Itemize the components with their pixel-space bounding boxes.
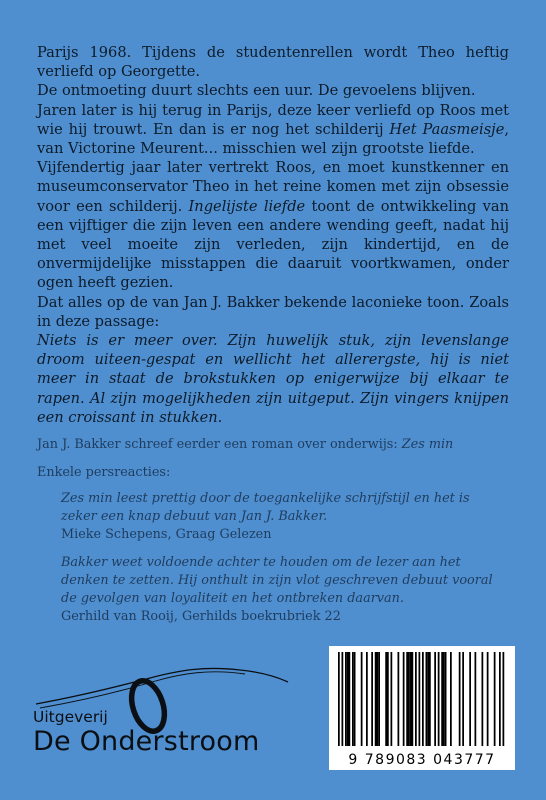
barcode-bar (354, 652, 356, 746)
barcode-bar (429, 652, 431, 746)
isbn-barcode (329, 646, 515, 770)
barcode-bar (371, 652, 373, 746)
isbn-digits: 9 789083 043777 (348, 752, 496, 768)
painting-title: Het Paasmeisje (389, 120, 505, 138)
blurb-p4-start: Vijfendertig jaar later vertrekt Roos, en moet kunstkenner en museumconservator Theo in het reine komen met zijn obsessie voor een schilderij. (37, 159, 509, 215)
barcode-bar (494, 652, 496, 746)
barcode-bar (391, 652, 393, 746)
barcode-bar (499, 652, 501, 746)
publisher-logo (30, 660, 290, 770)
review-2 (61, 554, 509, 626)
barcode-bar (426, 652, 428, 746)
blurb-paragraph-3 (37, 101, 509, 159)
barcode-bar (412, 652, 414, 746)
back-cover-blurb (37, 43, 509, 427)
previous-book-title: Zes min (401, 437, 454, 452)
barcode-bar (419, 652, 421, 746)
press-heading: Enkele persreacties: (37, 465, 171, 480)
blurb-p3-start: Jaren later is hij terug in Parijs, deze keer verliefd op Roos met wie hij trouwt. En dan is er nog het schilderij (37, 101, 509, 138)
blurb-paragraph-2: De ontmoeting duurt slechts een uur. De gevoelens blijven. (37, 82, 476, 100)
barcode-bar (375, 652, 377, 746)
blurb-paragraph-4 (37, 158, 509, 292)
barcode-bar (462, 652, 464, 746)
blurb-paragraph-5: Dat alles op de van Jan J. Bakker bekende laconieke toon. Zoals in deze passage: (37, 293, 509, 330)
blurb-p4-end: toont de ontwikkeling van een vijftiger die zijn leven een andere wending geeft, nadat hij met veel moeite zijn verleden, zijn kindertijd, en de onvermijdelijke misstappen die daaruit voortkwamen, onder ogen heeft gezien. (37, 197, 509, 292)
publisher-name-line-2: De Onderstroom (33, 726, 260, 757)
barcode-bar (342, 652, 344, 746)
barcode-bar (352, 652, 354, 746)
barcode-bar (338, 652, 340, 746)
barcode-bar (443, 652, 445, 746)
review-quote: Bakker weet voldoende achter te houden om de lezer aan het denken te zetten. Hij onthult in zijn vlot geschreven debuut vooral de gevolgen van loyaliteit en het ontbreken daarvan. (61, 555, 493, 606)
barcode-bar (503, 652, 505, 746)
review-source: Gerhild van Rooij, Gerhilds boekrubriek 22 (61, 609, 341, 624)
barcode-bar (347, 652, 349, 746)
barcode-bar (410, 652, 412, 746)
press-section (37, 436, 509, 634)
barcode-bar (361, 652, 363, 746)
barcode-bar (469, 652, 471, 746)
review-1 (61, 490, 509, 544)
barcode-bar (415, 652, 417, 746)
barcode-bar (450, 652, 452, 746)
publisher-name-line-1: Uitgeverij (33, 708, 108, 726)
barcode-bar (482, 652, 484, 746)
barcode-bar (459, 652, 461, 746)
barcode-bar (408, 652, 410, 746)
barcode-bar (403, 652, 405, 746)
book-title: Ingelijste liefde (188, 197, 306, 215)
barcode-bar (445, 652, 447, 746)
blurb-p3-end: , van Victorine Meurent... misschien wel zijn grootste liefde. (37, 120, 509, 158)
barcode-bar (427, 652, 429, 746)
review-quote: Zes min leest prettig door de toegankelijke schrijfstijl en het is zeker een knap debuut van Jan J. Bakker. (61, 491, 470, 524)
barcode-bar (487, 652, 489, 746)
barcode-bar (434, 652, 436, 746)
excerpt-quote: Niets is er meer over. Zijn huwelijk stuk, zijn levenslange droom uiteen-gespat en wellicht het allerergste, hij is niet meer in staat de brokstukken op enigerwijze bij elkaar te rapen. Al zijn mogelijkheden zijn uitgeput. Zijn vingers knijpen een croissant in stukken. (37, 332, 509, 426)
barcode-bar (385, 652, 387, 746)
barcode-bar (345, 652, 347, 746)
barcode-bar (378, 652, 380, 746)
barcode-bar (349, 652, 351, 746)
author-note (37, 436, 509, 454)
barcode-bar (377, 652, 379, 746)
barcode-bar (406, 652, 408, 746)
barcode-bar (475, 652, 477, 746)
barcode-bar (441, 652, 443, 746)
barcode-bar (366, 652, 368, 746)
barcode-bars (329, 646, 515, 750)
author-note-text: Jan J. Bakker schreef eerder een roman over onderwijs: (37, 437, 402, 452)
blurb-paragraph-1: Parijs 1968. Tijdens de studentenrellen wordt Theo heftig verliefd op Georgette. (37, 44, 509, 81)
barcode-bar (398, 652, 400, 746)
barcode-bar (387, 652, 389, 746)
barcode-bar (422, 652, 424, 746)
barcode-bar (438, 652, 440, 746)
review-source: Mieke Schepens, Graag Gelezen (61, 527, 272, 542)
